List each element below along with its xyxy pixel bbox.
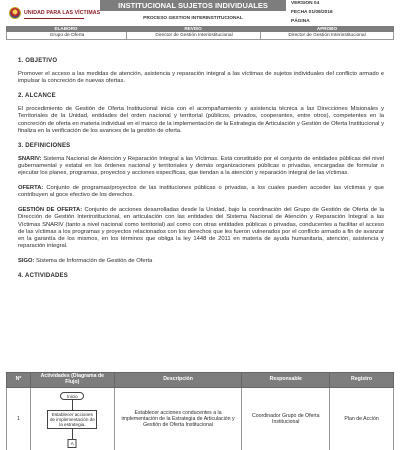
process-name: PROCESO GESTION INTERINSTITUCIONAL <box>143 16 243 21</box>
definition-term: OFERTA: <box>18 185 44 192</box>
definition-gestion-oferta <box>18 207 384 250</box>
activities-table <box>6 372 394 450</box>
column-header-record: Registro <box>330 373 394 388</box>
definition-term: GESTIÓN DE OFERTA: <box>18 207 83 214</box>
logo-text: UNIDAD PARA LAS VÍCTIMAS <box>24 10 101 16</box>
flow-connector-line <box>72 400 73 410</box>
flow-diagram <box>31 388 114 450</box>
section-title-objetivo: 1. OBJETIVO <box>18 58 58 64</box>
flow-page-connector: A <box>68 439 77 448</box>
row-record: Plan de Acción <box>330 387 394 450</box>
logo-underline <box>24 18 84 19</box>
flow-start-terminator: Inicio <box>60 392 84 400</box>
objetivo-text: Promover el acceso a las medidas de atención, asistencia y reparación integral a las víctimas de sujetos individuales del conflicto armado e impulsar la concreción de nuevas ofertas. <box>18 71 384 85</box>
column-header-description: Descripción <box>114 373 242 388</box>
roles-value-row <box>6 32 394 40</box>
flow-connector-line <box>72 429 73 439</box>
definition-text: Sistema Nacional de Atención y Reparación Integral a las Víctimas. Está constituido por el conjunto de entidades públicas del nivel gubernamental y estatal en los órdenes nacional y territoriales y demás organizaciones públicas o privadas, encargadas de formular o ejecutar los planes, programas, proyectos y acciones específicas, que tiendan a la atención y reparación integral de las víctimas. <box>18 155 384 177</box>
definition-text: Conjunto de programas/proyectos de las instituciones públicas o privadas, a los cuales pueden acceder las víctimas y que contribuyen al goce efectivo de los derechos. <box>18 185 384 199</box>
flow-process-step: Establecer acciones de implementación de la estrategia. <box>47 410 97 429</box>
definition-term: SNARIV: <box>18 155 42 162</box>
title-box <box>100 0 286 26</box>
definition-sigo <box>18 258 384 265</box>
row-responsible: Coordinador Grupo de Oferta Institucional <box>242 387 330 450</box>
role-value-aprobo: Director de Gestión Interinstitucional <box>288 33 366 38</box>
role-header-reviso: REVISO <box>184 26 202 31</box>
logo <box>6 0 101 26</box>
row-number: 1 <box>7 387 31 450</box>
version-label: VERSION 04 <box>291 1 320 6</box>
document-meta <box>288 0 394 26</box>
date-label: FECHA 01/09/2016 <box>291 10 333 15</box>
role-header-elaboro: ELABORO <box>54 26 78 31</box>
definition-oferta <box>18 185 384 199</box>
column-header-activities: Actividades (Diagrama de Flujo) <box>30 373 114 388</box>
column-header-num: Nº <box>7 373 31 388</box>
alcance-text: El procedimiento de Gestión de Oferta Institucional inicia con el acompañamiento y asistencia técnica a las Direcciones Misionales y Territoriales de la Unidad, entidades del orden nacional y territorial (públicos, privados, cooperantes, entre otros), competentes en la concreción de oferta en materia individual en el marco de la implementación de la Estrategia de Articulación y Gestión de Oferta Institucional y finaliza en la verificación de los avances de la gestión de oferta. <box>18 106 384 134</box>
table-row <box>7 387 394 450</box>
row-description: Establecer acciones conducentes a la implementación de la Estrategia de Articulación y Gestión de Oferta Institucional <box>114 387 242 450</box>
document-header <box>6 0 394 38</box>
column-header-responsible: Responsable <box>242 373 330 388</box>
document-title: INSTITUCIONAL SUJETOS INDIVIDUALES <box>100 0 286 11</box>
document-body <box>18 58 384 286</box>
flow-cell <box>30 387 114 450</box>
section-title-alcance: 2. ALCANCE <box>18 93 56 100</box>
definition-term: SIGO: <box>18 257 35 264</box>
section-title-actividades: 4. ACTIVIDADES <box>18 272 68 279</box>
role-value-elaboro: Grupo de Oferta <box>49 33 85 38</box>
role-value-reviso: Director de Gestión Interinstitucional <box>155 33 233 38</box>
table-header-row <box>7 373 394 388</box>
definition-snariv <box>18 156 384 177</box>
definition-text: Sistema de Información de Gestión de Oferta <box>34 257 153 264</box>
section-title-definiciones: 3. DEFINICIONES <box>18 142 71 149</box>
coat-of-arms-icon <box>9 7 21 19</box>
page-label: PÁGINA <box>291 19 310 24</box>
definition-text: Conjunto de acciones desarrolladas desde la Unidad, bajo la coordinación del Grupo de Gestión de Oferta de la Dirección de Gestión Interinstitucional, en articulación con las entidades del Sistema Nacional de Atención y Reparación Integral a las Víctimas SNARIV (tanto a nivel nacional como territorial) así como con otras entidades públicas o privadas, conducentes a facilitar el acceso de las víctimas a los programas y proyectos relacionados con los derechos que les fueron vulnerados por el conflicto armado a fin de avanzar en la garantía de los mismos, en los términos que obliga la ley 1448 de 2011 en materia de ayuda humanitaria, atención, asistencia y reparación integral. <box>18 207 384 249</box>
role-header-aprobo: APROBO <box>316 26 338 31</box>
